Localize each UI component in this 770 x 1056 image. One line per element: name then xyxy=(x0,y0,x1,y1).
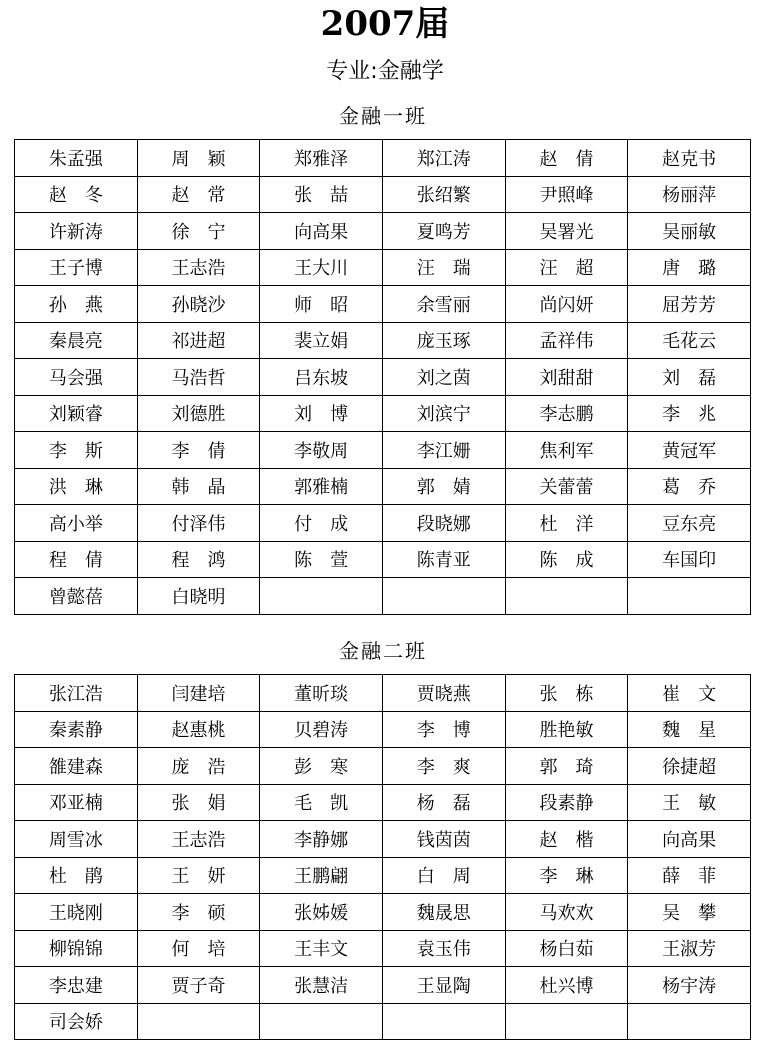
table-row xyxy=(15,541,751,578)
table-row xyxy=(15,930,751,967)
student-name-cell: 李 博 xyxy=(382,711,505,748)
student-name-cell: 汪 瑞 xyxy=(382,249,505,286)
student-name-cell: 贾子奇 xyxy=(137,967,260,1004)
student-name-cell: 秦晨亮 xyxy=(15,322,138,359)
empty-cell xyxy=(137,1003,260,1040)
student-name-cell: 裴立娟 xyxy=(260,322,383,359)
student-name-cell: 秦素静 xyxy=(15,711,138,748)
table-row xyxy=(15,359,751,396)
student-name-cell: 陈青亚 xyxy=(382,541,505,578)
empty-cell xyxy=(260,578,383,615)
student-name-cell: 王丰文 xyxy=(260,930,383,967)
student-name-cell: 魏 星 xyxy=(628,711,751,748)
student-name-cell: 马会强 xyxy=(15,359,138,396)
student-name-cell: 李 兆 xyxy=(628,395,751,432)
table-row xyxy=(15,711,751,748)
student-name-cell: 王鹏翩 xyxy=(260,857,383,894)
student-name-cell: 向高果 xyxy=(628,821,751,858)
student-name-cell: 毛 凯 xyxy=(260,784,383,821)
student-name-cell: 刘滨宁 xyxy=(382,395,505,432)
student-name-cell: 唐 璐 xyxy=(628,249,751,286)
student-name-cell: 张慧洁 xyxy=(260,967,383,1004)
student-name-cell: 焦利军 xyxy=(505,432,628,469)
table-row xyxy=(15,967,751,1004)
empty-cell xyxy=(628,1003,751,1040)
student-name-cell: 张 栋 xyxy=(505,675,628,712)
student-name-cell: 李志鹏 xyxy=(505,395,628,432)
table-row xyxy=(15,857,751,894)
student-name-cell: 洪 琳 xyxy=(15,468,138,505)
student-name-cell: 刘 博 xyxy=(260,395,383,432)
student-name-cell: 贝碧涛 xyxy=(260,711,383,748)
student-name-cell: 郭 婧 xyxy=(382,468,505,505)
student-name-cell: 吕东坡 xyxy=(260,359,383,396)
student-name-cell: 赵克书 xyxy=(628,140,751,177)
student-name-cell: 杨宇涛 xyxy=(628,967,751,1004)
student-name-cell: 闫建培 xyxy=(137,675,260,712)
student-name-cell: 周 颖 xyxy=(137,140,260,177)
student-name-cell: 王大川 xyxy=(260,249,383,286)
student-name-cell: 李敬周 xyxy=(260,432,383,469)
student-name-cell: 王子博 xyxy=(15,249,138,286)
student-name-cell: 赵惠桃 xyxy=(137,711,260,748)
student-name-cell: 李 爽 xyxy=(382,748,505,785)
table-row xyxy=(15,468,751,505)
table-row xyxy=(15,748,751,785)
student-name-cell: 韩 晶 xyxy=(137,468,260,505)
table-row xyxy=(15,894,751,931)
table-row xyxy=(15,249,751,286)
table-row xyxy=(15,176,751,213)
student-name-cell: 吴署光 xyxy=(505,213,628,250)
student-name-cell: 庞玉琢 xyxy=(382,322,505,359)
student-name-cell: 陈 萱 xyxy=(260,541,383,578)
class-2-roster-table xyxy=(14,674,751,1040)
student-name-cell: 李 琳 xyxy=(505,857,628,894)
student-name-cell: 杜兴博 xyxy=(505,967,628,1004)
student-name-cell: 杨丽萍 xyxy=(628,176,751,213)
table-row xyxy=(15,432,751,469)
table-row xyxy=(15,784,751,821)
student-name-cell: 张 娟 xyxy=(137,784,260,821)
student-name-cell: 张姊媛 xyxy=(260,894,383,931)
student-name-cell: 曾懿蓓 xyxy=(15,578,138,615)
student-name-cell: 郭 琦 xyxy=(505,748,628,785)
student-name-cell: 尚闪妍 xyxy=(505,286,628,323)
student-name-cell: 钱茵茵 xyxy=(382,821,505,858)
student-name-cell: 马浩哲 xyxy=(137,359,260,396)
student-name-cell: 张绍繁 xyxy=(382,176,505,213)
student-name-cell: 雒建森 xyxy=(15,748,138,785)
empty-cell xyxy=(505,578,628,615)
student-name-cell: 赵 倩 xyxy=(505,140,628,177)
page-title: 2007届 xyxy=(320,4,450,44)
student-name-cell: 贾晓燕 xyxy=(382,675,505,712)
student-name-cell: 赵 冬 xyxy=(15,176,138,213)
student-name-cell: 付泽伟 xyxy=(137,505,260,542)
student-name-cell: 毛花云 xyxy=(628,322,751,359)
student-name-cell: 高小举 xyxy=(15,505,138,542)
student-name-cell: 王显陶 xyxy=(382,967,505,1004)
class-1-roster-table xyxy=(14,139,751,615)
student-name-cell: 董昕琰 xyxy=(260,675,383,712)
class-2-title: 金融二班 xyxy=(339,639,427,663)
table-row xyxy=(15,395,751,432)
student-name-cell: 尹照峰 xyxy=(505,176,628,213)
student-name-cell: 李江姗 xyxy=(382,432,505,469)
student-name-cell: 吴丽敏 xyxy=(628,213,751,250)
student-name-cell: 郑江涛 xyxy=(382,140,505,177)
table-row xyxy=(15,578,751,615)
student-name-cell: 魏晟思 xyxy=(382,894,505,931)
student-name-cell: 郭雅楠 xyxy=(260,468,383,505)
student-name-cell: 李静娜 xyxy=(260,821,383,858)
empty-cell xyxy=(382,1003,505,1040)
student-name-cell: 孙晓沙 xyxy=(137,286,260,323)
table-row xyxy=(15,322,751,359)
student-name-cell: 柳锦锦 xyxy=(15,930,138,967)
student-name-cell: 段素静 xyxy=(505,784,628,821)
student-name-cell: 李忠建 xyxy=(15,967,138,1004)
student-name-cell: 李 倩 xyxy=(137,432,260,469)
student-name-cell: 刘甜甜 xyxy=(505,359,628,396)
student-name-cell: 刘之茵 xyxy=(382,359,505,396)
student-name-cell: 薛 菲 xyxy=(628,857,751,894)
student-name-cell: 刘 磊 xyxy=(628,359,751,396)
student-name-cell: 付 成 xyxy=(260,505,383,542)
student-name-cell: 王 妍 xyxy=(137,857,260,894)
table-row xyxy=(15,1003,751,1040)
student-name-cell: 杨白茹 xyxy=(505,930,628,967)
student-name-cell: 张江浩 xyxy=(15,675,138,712)
table-row xyxy=(15,675,751,712)
student-name-cell: 李 斯 xyxy=(15,432,138,469)
student-name-cell: 夏鸣芳 xyxy=(382,213,505,250)
student-name-cell: 周雪冰 xyxy=(15,821,138,858)
student-name-cell: 葛 乔 xyxy=(628,468,751,505)
student-name-cell: 白 周 xyxy=(382,857,505,894)
student-name-cell: 庞 浩 xyxy=(137,748,260,785)
student-name-cell: 刘颖睿 xyxy=(15,395,138,432)
class-1-title: 金融一班 xyxy=(339,104,427,128)
empty-cell xyxy=(382,578,505,615)
student-name-cell: 余雪丽 xyxy=(382,286,505,323)
student-name-cell: 彭 寒 xyxy=(260,748,383,785)
student-name-cell: 赵 常 xyxy=(137,176,260,213)
student-name-cell: 孟祥伟 xyxy=(505,322,628,359)
student-name-cell: 赵 楷 xyxy=(505,821,628,858)
student-name-cell: 汪 超 xyxy=(505,249,628,286)
student-name-cell: 王晓刚 xyxy=(15,894,138,931)
student-name-cell: 祁进超 xyxy=(137,322,260,359)
student-name-cell: 胜艳敏 xyxy=(505,711,628,748)
student-name-cell: 白晓明 xyxy=(137,578,260,615)
student-name-cell: 豆东亮 xyxy=(628,505,751,542)
student-name-cell: 段晓娜 xyxy=(382,505,505,542)
student-name-cell: 黄冠军 xyxy=(628,432,751,469)
table-row xyxy=(15,140,751,177)
student-name-cell: 何 培 xyxy=(137,930,260,967)
student-name-cell: 杜 洋 xyxy=(505,505,628,542)
student-name-cell: 吴 攀 xyxy=(628,894,751,931)
student-name-cell: 王志浩 xyxy=(137,249,260,286)
student-name-cell: 孙 燕 xyxy=(15,286,138,323)
student-name-cell: 王志浩 xyxy=(137,821,260,858)
student-name-cell: 徐捷超 xyxy=(628,748,751,785)
student-name-cell: 郑雅泽 xyxy=(260,140,383,177)
student-name-cell: 张 喆 xyxy=(260,176,383,213)
student-name-cell: 刘德胜 xyxy=(137,395,260,432)
student-name-cell: 崔 文 xyxy=(628,675,751,712)
major-heading: 专业:金融学 xyxy=(326,59,444,84)
student-name-cell: 向高果 xyxy=(260,213,383,250)
student-name-cell: 司会娇 xyxy=(15,1003,138,1040)
student-name-cell: 程 倩 xyxy=(15,541,138,578)
table-row xyxy=(15,821,751,858)
student-name-cell: 屈芳芳 xyxy=(628,286,751,323)
student-name-cell: 邓亚楠 xyxy=(15,784,138,821)
empty-cell xyxy=(260,1003,383,1040)
student-name-cell: 杜 鹃 xyxy=(15,857,138,894)
student-name-cell: 车国印 xyxy=(628,541,751,578)
table-row xyxy=(15,286,751,323)
student-name-cell: 程 鸿 xyxy=(137,541,260,578)
student-name-cell: 朱孟强 xyxy=(15,140,138,177)
student-name-cell: 王淑芳 xyxy=(628,930,751,967)
student-name-cell: 徐 宁 xyxy=(137,213,260,250)
student-name-cell: 关蕾蕾 xyxy=(505,468,628,505)
student-name-cell: 许新涛 xyxy=(15,213,138,250)
table-row xyxy=(15,213,751,250)
table-row xyxy=(15,505,751,542)
student-name-cell: 杨 磊 xyxy=(382,784,505,821)
empty-cell xyxy=(628,578,751,615)
student-name-cell: 王 敏 xyxy=(628,784,751,821)
student-name-cell: 陈 成 xyxy=(505,541,628,578)
student-name-cell: 马欢欢 xyxy=(505,894,628,931)
empty-cell xyxy=(505,1003,628,1040)
student-name-cell: 师 昭 xyxy=(260,286,383,323)
student-name-cell: 李 硕 xyxy=(137,894,260,931)
student-name-cell: 袁玉伟 xyxy=(382,930,505,967)
